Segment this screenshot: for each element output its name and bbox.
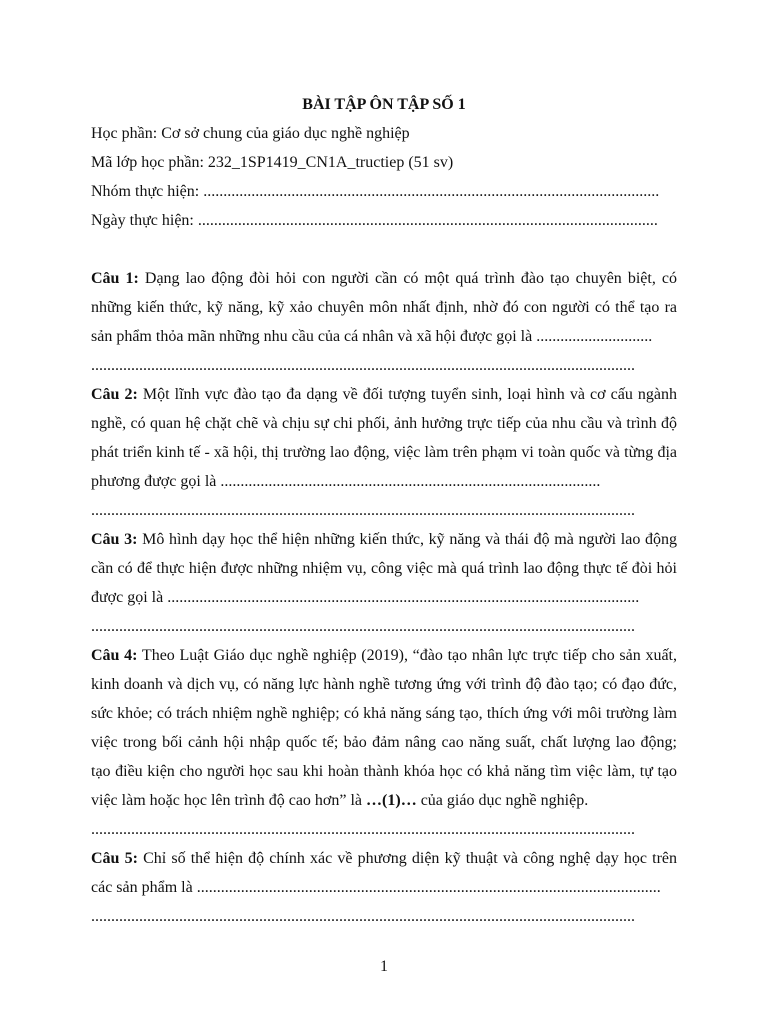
question-4-blank: …(1)… [366, 792, 417, 809]
question-4-answer-line: ........................................................................................................................................ [91, 821, 635, 838]
class-code-line: Mã lớp học phần: 232_1SP1419_CN1A_tructiep (51 sv) [91, 154, 454, 171]
question-1-text: Dạng lao động đòi hỏi con người cần có một quá trình đào tạo chuyên biệt, có những kiến thức, kỹ năng, kỹ xảo chuyên môn nhất định, nhờ đó con người có thể tạo ra sản phẩm thỏa mãn những nhu cầu của cá nhân và xã hội được gọi là ............................. [91, 270, 678, 345]
course-line: Học phần: Cơ sở chung của giáo dục nghề nghiệp [91, 125, 410, 142]
question-1 [91, 264, 677, 351]
question-5-answer-line: ........................................................................................................................................ [91, 908, 635, 925]
question-1-answer-line: ........................................................................................................................................ [91, 357, 635, 374]
question-4-text-before: Theo Luật Giáo dục nghề nghiệp (2019), “đào tạo nhân lực trực tiếp cho sản xuất, kinh doanh và dịch vụ, có năng lực hành nghề tương ứng với trình độ đào tạo; có đạo đức, sức khỏe; có trách nhiệm nghề nghiệp; có khả năng sáng tạo, thích ứng với môi trường làm việc trong bối cảnh hội nhập quốc tế; bảo đảm nâng cao năng suất, chất lượng lao động; tạo điều kiện cho người học sau khi hoàn thành khóa học có khả năng tìm việc làm, tự tạo việc làm hoặc học lên trình độ cao hơn” là [91, 647, 677, 809]
question-2-answer-line: ........................................................................................................................................ [91, 502, 635, 519]
question-4-label: Câu 4: [91, 647, 138, 664]
document-title: BÀI TẬP ÔN TẬP SỐ 1 [302, 96, 466, 113]
blank-spacer [91, 235, 677, 264]
question-3-text: Mô hình dạy học thể hiện những kiến thức, kỹ năng và thái độ mà người lao động cần có để thực hiện được những nhiệm vụ, công việc mà quá trình lao động thực tế đòi hỏi được gọi là ...................................................................................................................... [91, 531, 677, 606]
question-2-text: Một lĩnh vực đào tạo đa dạng về đối tượng tuyển sinh, loại hình và cơ cấu ngành nghề, có quan hệ chặt chẽ và chịu sự chi phối, ảnh hưởng trực tiếp của nhu cầu và trình độ phát triển kinh tế - xã hội, thị trường lao động, việc làm trên phạm vi toàn quốc và từng địa phương được gọi là ............................................................................................... [91, 386, 678, 490]
question-3-label: Câu 3: [91, 531, 138, 548]
date-line: Ngày thực hiện: ................................................................................................................... [91, 212, 658, 229]
page-number: 1 [380, 958, 388, 975]
question-3-answer-line: ........................................................................................................................................ [91, 618, 635, 635]
question-2 [91, 380, 677, 496]
question-2-label: Câu 2: [91, 386, 138, 403]
question-4 [91, 641, 677, 815]
document-page [91, 90, 677, 931]
question-3 [91, 525, 677, 612]
group-line: Nhóm thực hiện: .................................................................................................................. [91, 183, 660, 200]
question-5-label: Câu 5: [91, 850, 138, 867]
question-1-label: Câu 1: [91, 270, 139, 287]
question-4-text-after: của giáo dục nghề nghiệp. [416, 792, 589, 809]
question-5 [91, 844, 677, 902]
question-5-text: Chỉ số thể hiện độ chính xác về phương diện kỹ thuật và công nghệ dạy học trên các sản phẩm là .................................................................................................................... [91, 850, 678, 896]
